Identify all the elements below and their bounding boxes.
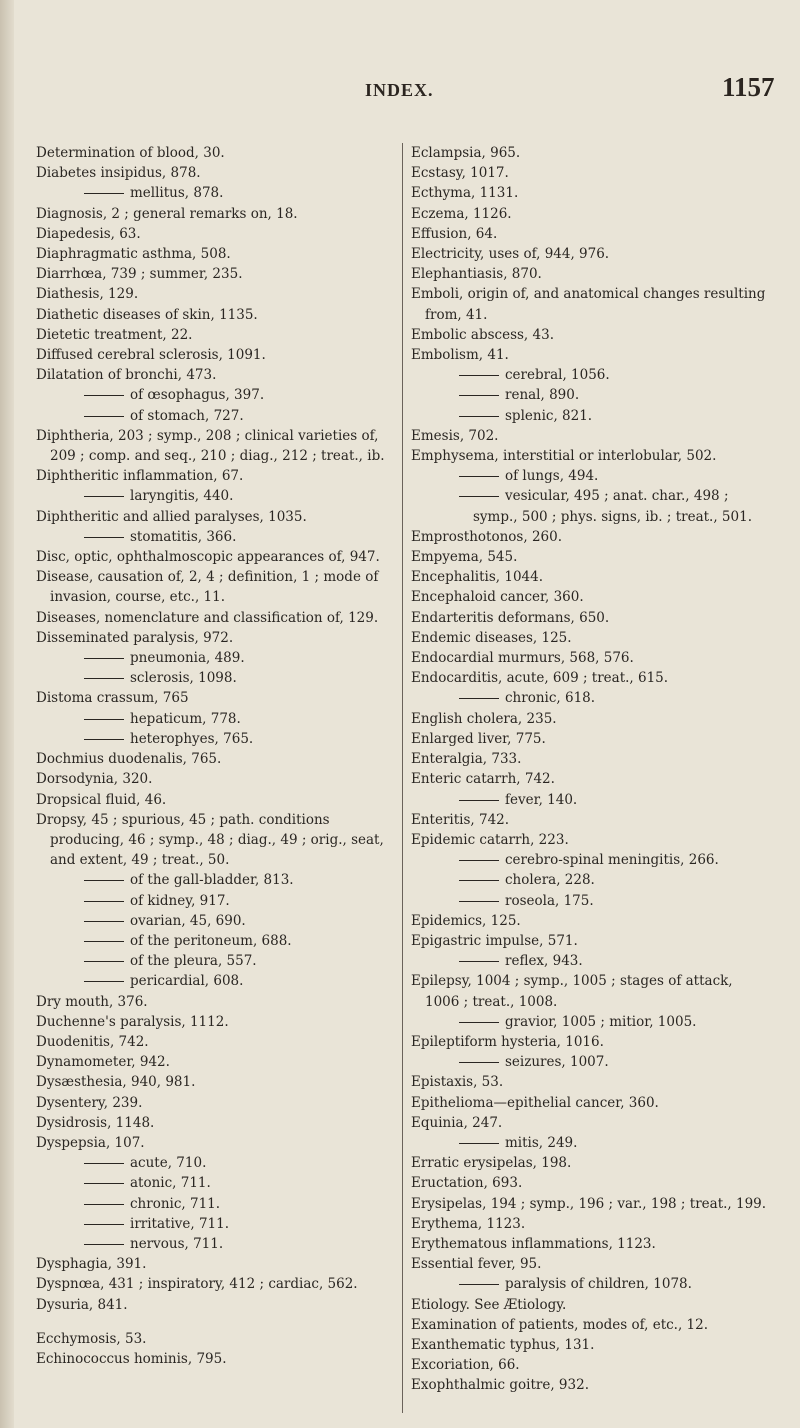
entry-text: Dysæsthesia, 940, 981.: [36, 1074, 196, 1091]
ditto-dash: [84, 941, 124, 942]
index-entry: [411, 971, 771, 1011]
entry-text: hepaticum, 778.: [130, 710, 241, 727]
entry-text: seizures, 1007.: [505, 1054, 609, 1071]
entry-text: Erythematous inflammations, 1123.: [411, 1235, 656, 1252]
index-entry: [411, 1153, 771, 1173]
ditto-dash: [459, 416, 499, 417]
entry-text: vesicular, 495 ; anat. char., 498 ; symp., 500 ; phys. signs, ib. ; treat., 501.: [473, 488, 752, 525]
entry-text: Diphtheria, 203 ; symp., 208 ; clinical varieties of, 209 ; comp. and seq., 210 ; diag., 212 ; treat., ib.: [36, 427, 385, 465]
entry-text: English cholera, 235.: [411, 710, 557, 727]
index-entry: [411, 931, 771, 951]
index-entry: [411, 163, 771, 183]
entry-text: Emesis, 702.: [411, 427, 499, 444]
ditto-dash: [84, 921, 124, 922]
entry-text: laryngitis, 440.: [130, 488, 234, 505]
column-divider: [402, 143, 403, 1413]
ditto-dash: [84, 1204, 124, 1205]
entry-text: Embolism, 41.: [411, 347, 509, 364]
ditto-dash: [84, 739, 124, 740]
entry-text: Endocarditis, acute, 609 ; treat., 615.: [411, 670, 669, 687]
entry-text: reflex, 943.: [505, 953, 583, 970]
index-entry: [411, 628, 771, 648]
ditto-dash: [459, 1062, 499, 1063]
ditto-dash: [459, 375, 499, 376]
index-entry: [411, 830, 771, 850]
entry-text: Essential fever, 95.: [411, 1256, 542, 1273]
index-entry: [36, 365, 396, 385]
index-subentry: [411, 1012, 771, 1032]
entry-text: Dyspepsia, 107.: [36, 1134, 145, 1151]
entry-text: Epidemic catarrh, 223.: [411, 831, 569, 848]
index-subentry: [36, 1153, 396, 1173]
entry-text: Endarteritis deformans, 650.: [411, 609, 610, 626]
index-subentry: [411, 870, 771, 890]
index-entry: [411, 729, 771, 749]
entry-text: Dysphagia, 391.: [36, 1256, 147, 1273]
entry-text: Emprosthotonos, 260.: [411, 528, 562, 545]
ditto-dash: [84, 719, 124, 720]
index-subentry: [411, 466, 771, 486]
entry-text: ovarian, 45, 690.: [130, 912, 246, 929]
entry-text: Examination of patients, modes of, etc., 12.: [411, 1316, 709, 1333]
index-entry: [411, 1295, 771, 1315]
entry-text: Diaphragmatic asthma, 508.: [36, 246, 231, 263]
entry-text: Distoma crassum, 765: [36, 690, 189, 707]
index-entry: [411, 345, 771, 365]
entry-text: Diathetic diseases of skin, 1135.: [36, 306, 258, 323]
index-entry: [36, 992, 396, 1012]
entry-text: of kidney, 917.: [130, 892, 230, 909]
entry-text: Effusion, 64.: [411, 225, 498, 242]
page-header: [0, 74, 800, 114]
entry-text: of the pleura, 557.: [130, 953, 257, 970]
index-entry: [36, 790, 396, 810]
entry-text: of the gall-bladder, 813.: [130, 872, 294, 889]
index-subentry: [36, 971, 396, 991]
entry-text: Dochmius duodenalis, 765.: [36, 751, 222, 768]
entry-text: Eclampsia, 965.: [411, 145, 521, 161]
entry-text: cerebral, 1056.: [505, 367, 610, 384]
entry-text: Exophthalmic goitre, 932.: [411, 1377, 589, 1394]
index-subentry: [36, 486, 396, 506]
index-entry: [411, 1194, 771, 1214]
entry-text: Encephaloid cancer, 360.: [411, 589, 584, 606]
entry-text: fever, 140.: [505, 791, 578, 808]
index-entry: [411, 547, 771, 567]
ditto-dash: [459, 961, 499, 962]
entry-text: Epilepsy, 1004 ; symp., 1005 ; stages of attack, 1006 ; treat., 1008.: [411, 973, 733, 1010]
entry-text: renal, 890.: [505, 387, 580, 404]
index-column-left: [36, 143, 396, 1369]
index-entry: [411, 1335, 771, 1355]
index-entry: [411, 911, 771, 931]
entry-text: gravior, 1005 ; mitior, 1005.: [505, 1013, 697, 1030]
entry-text: of stomach, 727.: [130, 407, 244, 424]
index-entry: [411, 1093, 771, 1113]
ditto-dash: [84, 1244, 124, 1245]
entry-text: Dysentery, 239.: [36, 1094, 143, 1111]
ditto-dash: [459, 1284, 499, 1285]
entry-text: Emphysema, interstitial or interlobular, 502.: [411, 448, 717, 465]
entry-text: Electricity, uses of, 944, 976.: [411, 246, 610, 263]
index-entry: [36, 284, 396, 304]
index-column-right: [411, 143, 771, 1396]
index-entry: [36, 325, 396, 345]
index-entry: [411, 1113, 771, 1133]
index-subentry: [411, 406, 771, 426]
index-entry: [411, 769, 771, 789]
index-entry: [411, 143, 771, 163]
entry-text: Echinococcus hominis, 795.: [36, 1350, 227, 1367]
index-entry: [36, 345, 396, 365]
index-entry: [411, 1234, 771, 1254]
index-entry: [36, 1012, 396, 1032]
index-subentry: [411, 365, 771, 385]
entry-text: splenic, 821.: [505, 407, 593, 424]
index-entry: [411, 1375, 771, 1395]
entry-text: Disease, causation of, 2, 4 ; definition, 1 ; mode of invasion, course, etc., 11.: [36, 569, 379, 606]
entry-text: Diffused cerebral sclerosis, 1091.: [36, 347, 266, 364]
ditto-dash: [459, 880, 499, 881]
index-subentry: [36, 527, 396, 547]
index-entry: [36, 1349, 396, 1369]
entry-text: Erratic erysipelas, 198.: [411, 1155, 572, 1172]
running-title: INDEX.: [365, 80, 434, 100]
index-subentry: [411, 790, 771, 810]
index-entry: [411, 608, 771, 628]
index-subentry: [411, 1133, 771, 1153]
entry-text: sclerosis, 1098.: [130, 670, 237, 687]
index-entry: [411, 1355, 771, 1375]
entry-text: Erythema, 1123.: [411, 1215, 526, 1232]
entry-text: Equinia, 247.: [411, 1114, 503, 1131]
entry-text: chronic, 618.: [505, 690, 596, 707]
entry-text: paralysis of children, 1078.: [505, 1276, 692, 1293]
entry-text: Dysidrosis, 1148.: [36, 1114, 155, 1131]
index-entry: [411, 810, 771, 830]
index-subentry: [36, 911, 396, 931]
index-entry: [36, 1113, 396, 1133]
entry-text: Endemic diseases, 125.: [411, 629, 572, 646]
entry-text: roseola, 175.: [505, 892, 594, 909]
entry-text: Dry mouth, 376.: [36, 993, 148, 1010]
entry-text: Endocardial murmurs, 568, 576.: [411, 650, 634, 667]
index-entry: [411, 1072, 771, 1092]
entry-text: Epileptiform hysteria, 1016.: [411, 1033, 604, 1050]
entry-text: Emboli, origin of, and anatomical changes resulting from, 41.: [411, 286, 766, 323]
index-entry: [36, 1032, 396, 1052]
index-entry: [36, 143, 396, 163]
entry-text: Empyema, 545.: [411, 549, 518, 566]
ditto-dash: [459, 395, 499, 396]
entry-text: Exanthematic typhus, 131.: [411, 1336, 595, 1353]
index-subentry: [36, 1194, 396, 1214]
index-entry: [36, 1072, 396, 1092]
entry-text: pericardial, 608.: [130, 973, 244, 990]
entry-text: Eructation, 693.: [411, 1175, 523, 1192]
index-subentry: [36, 385, 396, 405]
ditto-dash: [84, 981, 124, 982]
index-subentry: [411, 850, 771, 870]
index-entry: [411, 749, 771, 769]
index-entry: [411, 325, 771, 345]
index-entry: [36, 1254, 396, 1274]
index-subentry: [36, 951, 396, 971]
index-entry: [411, 1315, 771, 1335]
entry-text: pneumonia, 489.: [130, 650, 245, 667]
ditto-dash: [459, 800, 499, 801]
index-entry: [36, 466, 396, 486]
entry-text: Eczema, 1126.: [411, 205, 512, 222]
index-entry: [36, 608, 396, 628]
entry-text: Diabetes insipidus, 878.: [36, 165, 201, 182]
ditto-dash: [84, 395, 124, 396]
index-entry: [36, 204, 396, 224]
entry-text: mitis, 249.: [505, 1134, 578, 1151]
index-subentry: [36, 1214, 396, 1234]
index-subentry: [36, 183, 396, 203]
entry-text: Enlarged liver, 775.: [411, 730, 546, 747]
ditto-dash: [84, 416, 124, 417]
entry-text: Diagnosis, 2 ; general remarks on, 18.: [36, 205, 298, 222]
entry-text: Ecthyma, 1131.: [411, 185, 519, 202]
ditto-dash: [84, 678, 124, 679]
entry-text: Ecstasy, 1017.: [411, 165, 509, 182]
entry-text: Enteralgia, 733.: [411, 751, 522, 768]
entry-text: of lungs, 494.: [505, 468, 599, 485]
entry-text: Encephalitis, 1044.: [411, 569, 544, 586]
ditto-dash: [84, 1224, 124, 1225]
entry-text: Etiology. See Ætiology.: [411, 1296, 567, 1313]
index-entry: [36, 1274, 396, 1294]
index-entry: [36, 1093, 396, 1113]
index-entry: [36, 547, 396, 567]
index-entry: [411, 668, 771, 688]
index-entry: [36, 305, 396, 325]
entry-text: Diathesis, 129.: [36, 286, 139, 303]
entry-text: Enteritis, 742.: [411, 811, 510, 828]
ditto-dash: [84, 1163, 124, 1164]
entry-text: Dietetic treatment, 22.: [36, 326, 193, 343]
index-subentry: [36, 709, 396, 729]
index-entry: [411, 244, 771, 264]
ditto-dash: [84, 961, 124, 962]
entry-text: Dyspnœa, 431 ; inspiratory, 412 ; cardiac, 562.: [36, 1276, 358, 1293]
index-entry: [411, 1032, 771, 1052]
entry-text: Excoriation, 66.: [411, 1357, 520, 1374]
index-entry: [411, 284, 771, 324]
index-entry: [36, 567, 396, 607]
index-subentry: [36, 729, 396, 749]
index-entry: [36, 1295, 396, 1315]
entry-text: Determination of blood, 30.: [36, 145, 225, 161]
ditto-dash: [84, 901, 124, 902]
index-subentry: [36, 931, 396, 951]
index-entry: [36, 688, 396, 708]
ditto-dash: [459, 476, 499, 477]
entry-text: Duchenne's paralysis, 1112.: [36, 1013, 229, 1030]
entry-text: Dropsy, 45 ; spurious, 45 ; path. conditions producing, 46 ; symp., 48 ; diag., 49 ; orig., seat, and extent, 49 ; treat., 50.: [36, 811, 384, 869]
index-subentry: [411, 688, 771, 708]
entry-text: Duodenitis, 742.: [36, 1033, 149, 1050]
entry-text: of œsophagus, 397.: [130, 387, 265, 404]
index-entry: [36, 1133, 396, 1153]
index-subentry: [36, 891, 396, 911]
entry-text: Erysipelas, 194 ; symp., 196 ; var., 198 ; treat., 199.: [411, 1195, 767, 1212]
index-subentry: [36, 668, 396, 688]
ditto-dash: [84, 537, 124, 538]
entry-text: of the peritoneum, 688.: [130, 932, 292, 949]
index-entry: [411, 587, 771, 607]
index-entry: [36, 264, 396, 284]
entry-text: irritative, 711.: [130, 1215, 230, 1232]
ditto-dash: [459, 901, 499, 902]
entry-text: Epigastric impulse, 571.: [411, 932, 578, 949]
index-entry: [36, 426, 396, 466]
entry-text: chronic, 711.: [130, 1195, 221, 1212]
entry-text: Epistaxis, 53.: [411, 1074, 504, 1091]
index-entry: [411, 1214, 771, 1234]
index-entry: [411, 264, 771, 284]
entry-text: Diseases, nomenclature and classification of, 129.: [36, 609, 379, 626]
ditto-dash: [84, 193, 124, 194]
entry-text: mellitus, 878.: [130, 185, 224, 202]
index-entry: [36, 507, 396, 527]
index-entry: [411, 648, 771, 668]
entry-text: cholera, 228.: [505, 872, 595, 889]
entry-text: cerebro-spinal meningitis, 266.: [505, 852, 719, 869]
ditto-dash: [459, 698, 499, 699]
index-subentry: [36, 1173, 396, 1193]
index-entry: [411, 709, 771, 729]
index-entry: [411, 204, 771, 224]
entry-text: Ecchymosis, 53.: [36, 1330, 147, 1347]
index-subentry: [36, 648, 396, 668]
entry-text: Dorsodynia, 320.: [36, 771, 153, 788]
index-entry: [36, 1052, 396, 1072]
entry-text: Dynamometer, 942.: [36, 1054, 170, 1071]
entry-text: Dysuria, 841.: [36, 1296, 128, 1313]
section-gap: [36, 1315, 396, 1329]
entry-text: Elephantiasis, 870.: [411, 266, 542, 283]
index-subentry: [36, 870, 396, 890]
index-entry: [411, 426, 771, 446]
page-number: 1157: [722, 72, 775, 102]
entry-text: Disseminated paralysis, 972.: [36, 629, 234, 646]
entry-text: Diphtheritic and allied paralyses, 1035.: [36, 508, 307, 525]
ditto-dash: [459, 1143, 499, 1144]
entry-text: Embolic abscess, 43.: [411, 326, 554, 343]
ditto-dash: [459, 496, 499, 497]
index-subentry: [411, 486, 771, 526]
ditto-dash: [84, 880, 124, 881]
entry-text: nervous, 711.: [130, 1235, 224, 1252]
entry-text: Diphtheritic inflammation, 67.: [36, 468, 244, 485]
index-entry: [36, 244, 396, 264]
index-entry: [36, 810, 396, 871]
entry-text: Dropsical fluid, 46.: [36, 791, 167, 808]
index-entry: [411, 1173, 771, 1193]
index-entry: [411, 183, 771, 203]
ditto-dash: [84, 658, 124, 659]
index-subentry: [36, 1234, 396, 1254]
index-entry: [36, 163, 396, 183]
ditto-dash: [459, 1022, 499, 1023]
index-entry: [36, 769, 396, 789]
entry-text: Diapedesis, 63.: [36, 225, 141, 242]
index-entry: [411, 527, 771, 547]
index-entry: [36, 749, 396, 769]
entry-text: Disc, optic, ophthalmoscopic appearances of, 947.: [36, 549, 380, 566]
index-subentry: [411, 385, 771, 405]
entry-text: atonic, 711.: [130, 1175, 211, 1192]
entry-text: Epithelioma—epithelial cancer, 360.: [411, 1094, 659, 1111]
ditto-dash: [84, 496, 124, 497]
entry-text: acute, 710.: [130, 1155, 207, 1172]
entry-text: Epidemics, 125.: [411, 912, 521, 929]
index-subentry: [411, 951, 771, 971]
index-entry: [411, 446, 771, 466]
index-entry: [411, 567, 771, 587]
index-entry: [36, 224, 396, 244]
entry-text: Diarrhœa, 739 ; summer, 235.: [36, 266, 243, 283]
index-subentry: [411, 1052, 771, 1072]
entry-text: stomatitis, 366.: [130, 528, 237, 545]
index-entry: [411, 1254, 771, 1274]
entry-text: Dilatation of bronchi, 473.: [36, 367, 217, 384]
index-subentry: [36, 406, 396, 426]
page-edge: [0, 0, 14, 1428]
index-entry: [411, 224, 771, 244]
entry-text: heterophyes, 765.: [130, 730, 254, 747]
index-subentry: [411, 891, 771, 911]
ditto-dash: [459, 860, 499, 861]
index-entry: [36, 1329, 396, 1349]
ditto-dash: [84, 1183, 124, 1184]
entry-text: Enteric catarrh, 742.: [411, 771, 555, 788]
index-entry: [36, 628, 396, 648]
index-subentry: [411, 1274, 771, 1294]
